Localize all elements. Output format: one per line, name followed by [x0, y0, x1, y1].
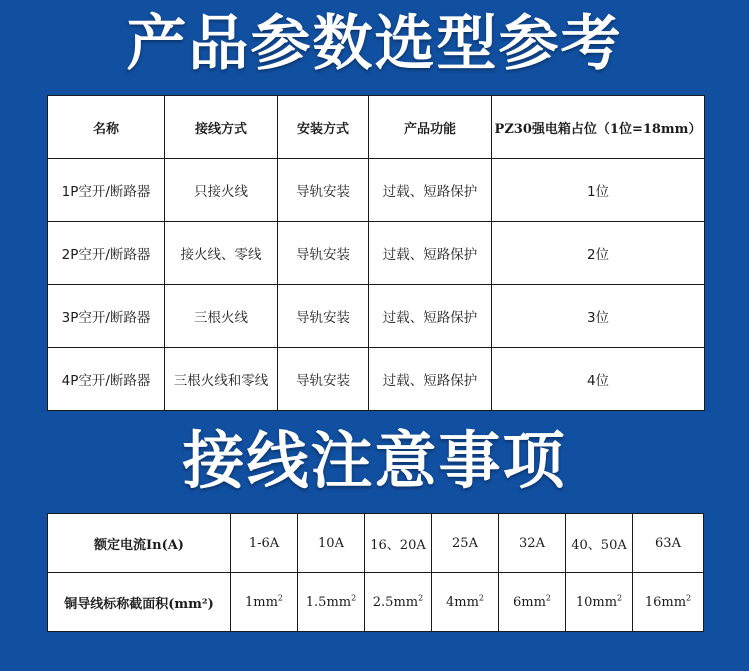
area-superscript: 2 — [617, 593, 623, 603]
cell-wiring: 三根火线和零线 — [165, 348, 278, 411]
area-superscript: 2 — [686, 593, 692, 603]
header-function: 产品功能 — [369, 96, 492, 159]
area-value — [499, 573, 566, 632]
cross-section-label: 铜导线标称截面积(mm²) — [48, 573, 231, 632]
area-number: 10mm — [575, 594, 618, 610]
area-superscript: 2 — [351, 593, 357, 603]
current-value: 25A — [432, 514, 499, 573]
current-value: 63A — [633, 514, 704, 573]
current-value: 32A — [499, 514, 566, 573]
area-value — [566, 573, 633, 632]
area-superscript: 2 — [277, 593, 284, 603]
area-superscript: 2 — [545, 593, 552, 603]
area-number: 6mm — [512, 594, 546, 610]
rated-current-row — [48, 514, 704, 573]
area-number: 1.5mm — [305, 594, 352, 610]
cell-slots: 3位 — [492, 285, 705, 348]
cell-installation: 导轨安装 — [278, 285, 369, 348]
header-installation: 安装方式 — [278, 96, 369, 159]
cell-function: 过载、短路保护 — [369, 222, 492, 285]
current-value: 10A — [298, 514, 365, 573]
product-spec-title: 产品参数选型参考 — [126, 9, 623, 79]
area-value — [298, 573, 365, 632]
cell-name: 2P空开/断路器 — [48, 222, 165, 285]
current-value: 16、20A — [365, 514, 432, 573]
cell-slots: 2位 — [492, 222, 705, 285]
cell-wiring: 接火线、零线 — [165, 222, 278, 285]
table-row — [48, 159, 705, 222]
area-number: 2.5mm — [372, 594, 419, 610]
wire-size-table — [47, 513, 704, 632]
table-row — [48, 222, 705, 285]
cell-installation: 导轨安装 — [278, 159, 369, 222]
table-row — [48, 285, 705, 348]
header-name: 名称 — [48, 96, 165, 159]
spec-header-row — [48, 96, 705, 159]
area-value — [432, 573, 499, 632]
area-number: 1mm — [244, 594, 278, 610]
cell-name: 4P空开/断路器 — [48, 348, 165, 411]
cell-function: 过载、短路保护 — [369, 159, 492, 222]
area-value — [633, 573, 704, 632]
cell-slots: 4位 — [492, 348, 705, 411]
table-row — [48, 348, 705, 411]
cell-function: 过载、短路保护 — [369, 348, 492, 411]
area-number: 4mm — [445, 594, 479, 610]
cell-installation: 导轨安装 — [278, 348, 369, 411]
cell-function: 过载、短路保护 — [369, 285, 492, 348]
area-number: 16mm — [644, 594, 687, 610]
cell-installation: 导轨安装 — [278, 222, 369, 285]
cell-wiring: 只接火线 — [165, 159, 278, 222]
area-value — [365, 573, 432, 632]
cell-slots: 1位 — [492, 159, 705, 222]
area-value — [231, 573, 298, 632]
area-superscript: 2 — [478, 593, 485, 603]
cell-name: 1P空开/断路器 — [48, 159, 165, 222]
cross-section-row — [48, 573, 704, 632]
wiring-notes-title: 接线注意事项 — [182, 424, 567, 497]
current-value: 40、50A — [566, 514, 633, 573]
product-spec-table — [47, 95, 705, 411]
header-box-slots: PZ30强电箱占位（1位=18mm） — [492, 96, 705, 159]
rated-current-label: 额定电流In(A) — [48, 514, 231, 573]
cell-wiring: 三根火线 — [165, 285, 278, 348]
header-wiring: 接线方式 — [165, 96, 278, 159]
area-superscript: 2 — [418, 593, 424, 603]
cell-name: 3P空开/断路器 — [48, 285, 165, 348]
current-value: 1-6A — [231, 514, 298, 573]
